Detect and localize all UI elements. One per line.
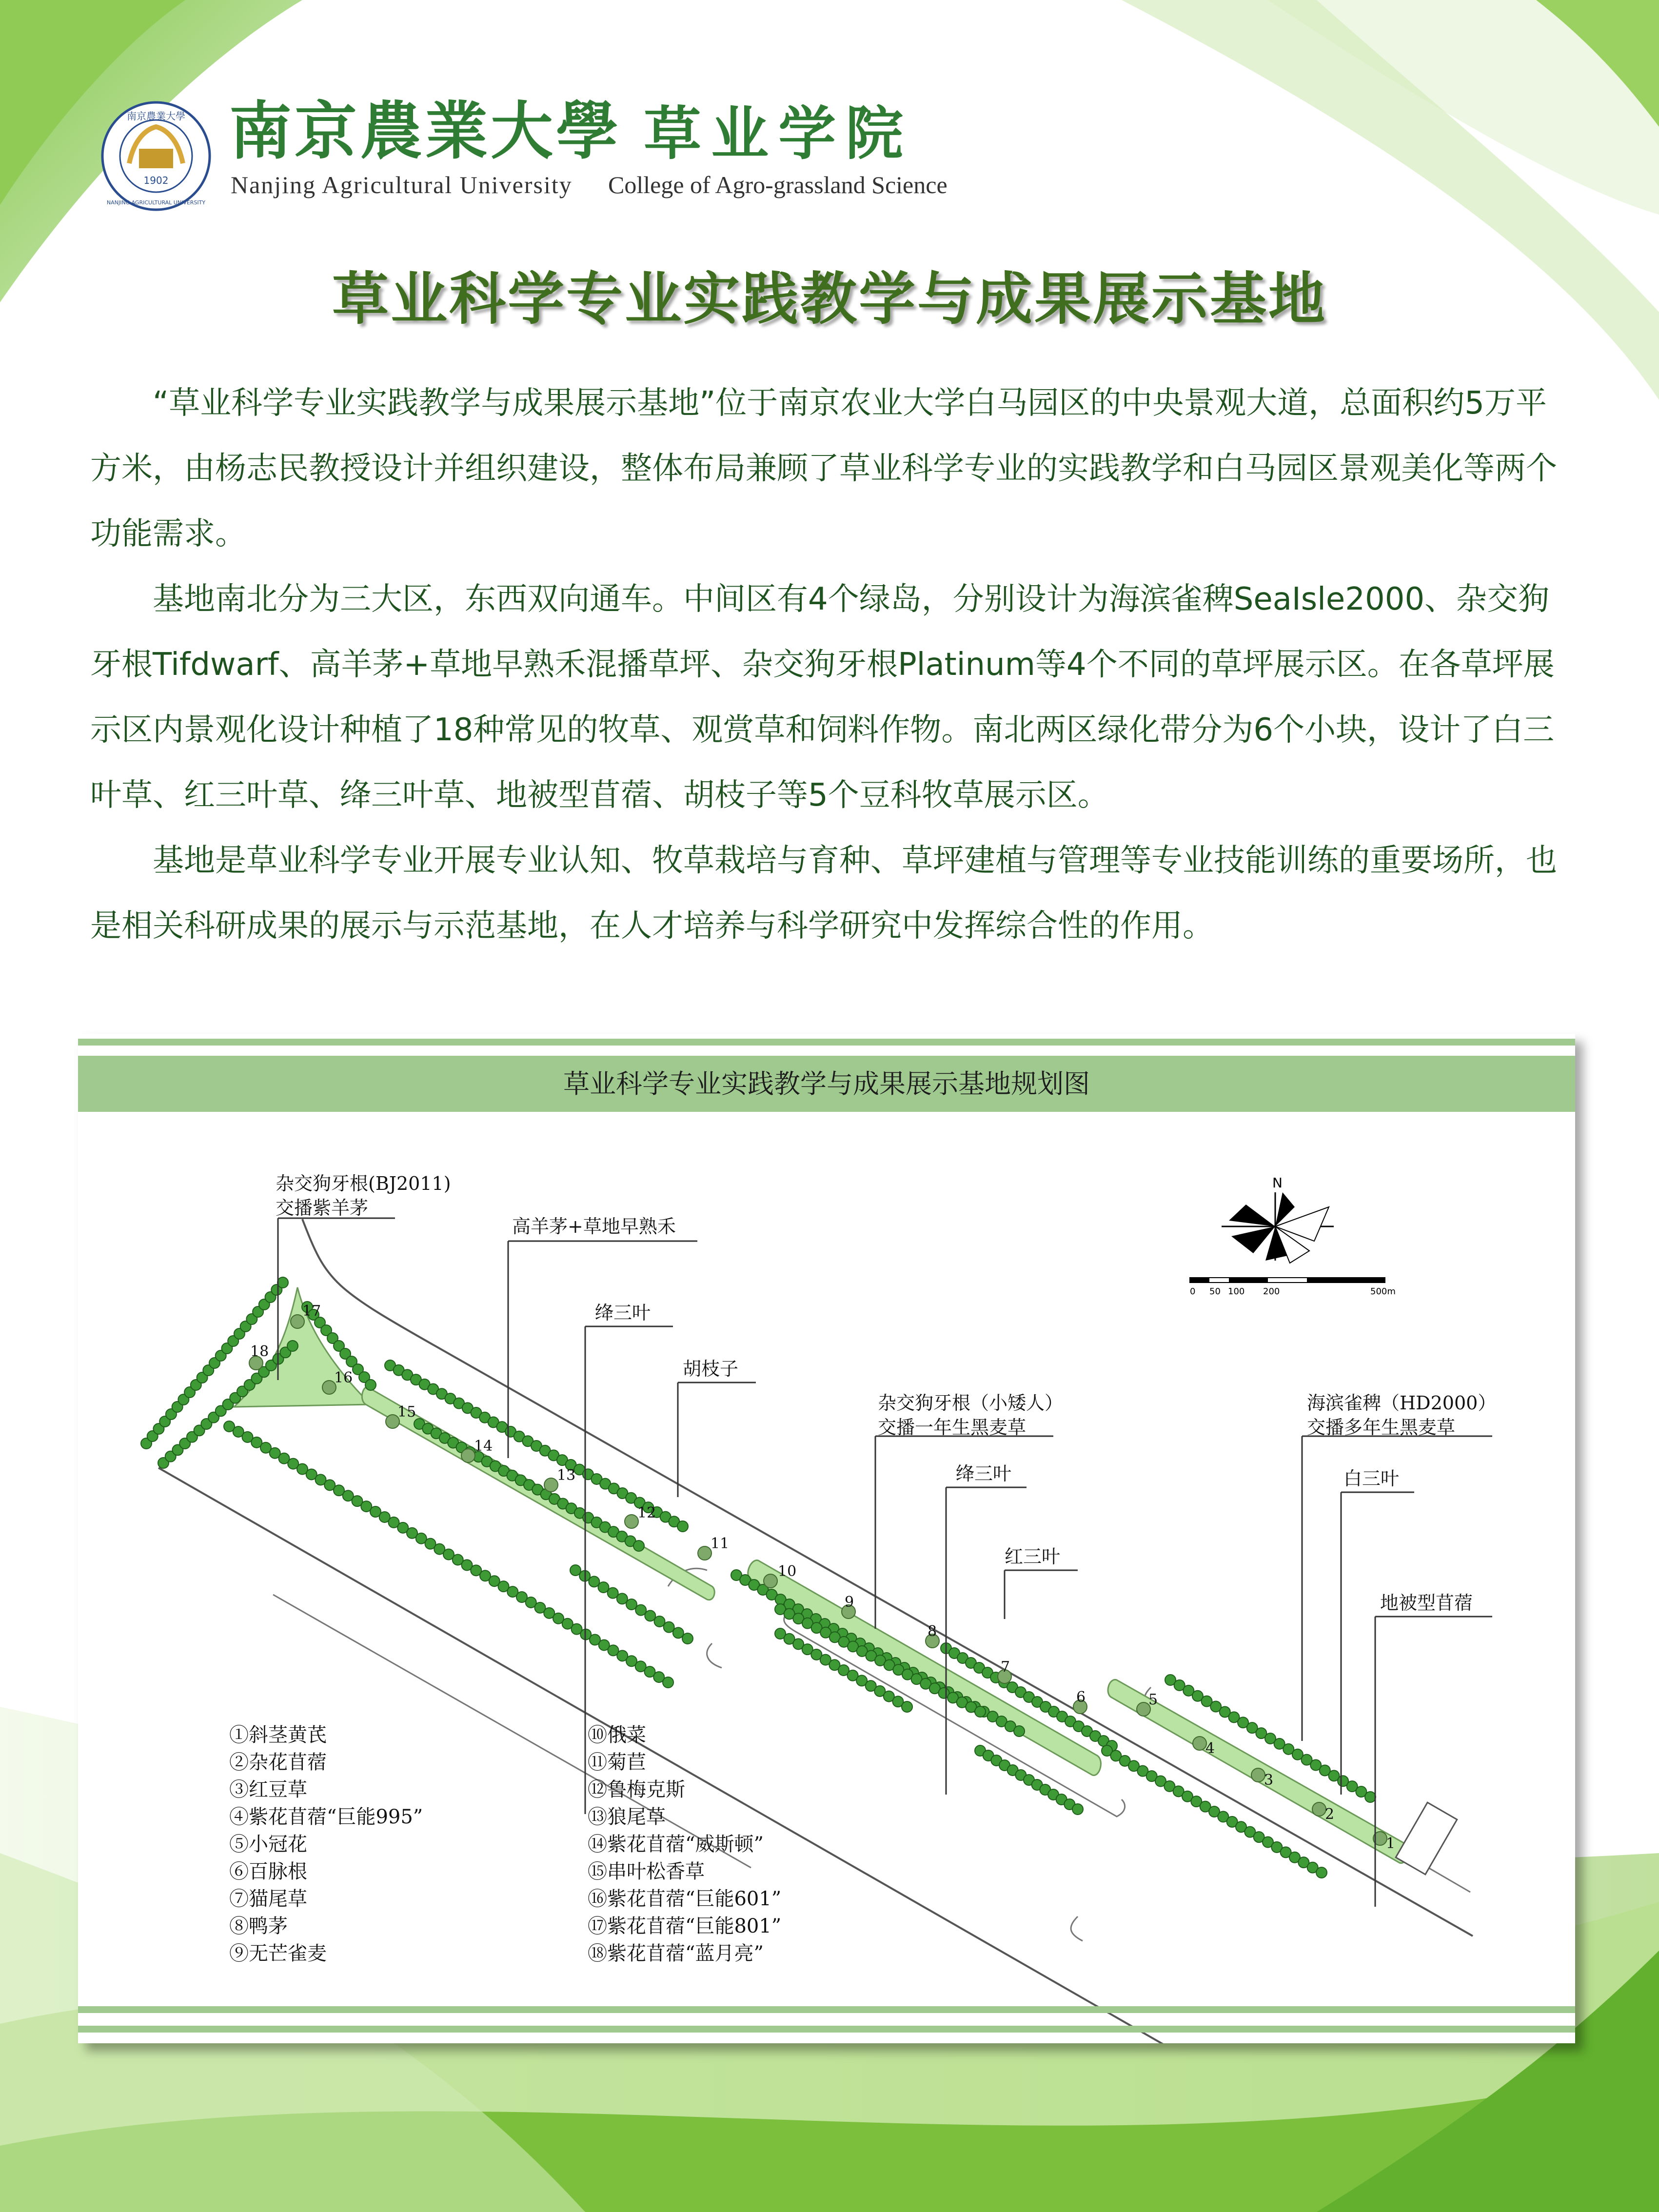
legend-item: ⑯紫花苜蓿“巨能601” (588, 1888, 782, 1910)
plant-legend-left (229, 1721, 423, 1967)
shrub (635, 1605, 646, 1616)
shrub (598, 1582, 609, 1593)
svg-text:200: 200 (1263, 1286, 1280, 1297)
legend-item: ⑫鲁梅克斯 (588, 1778, 685, 1801)
svg-text:50: 50 (1209, 1286, 1221, 1297)
shrub (626, 1599, 637, 1610)
shrub (645, 1610, 655, 1621)
card-stripe (78, 2026, 1575, 2033)
plot-marker-dot (1251, 1768, 1265, 1782)
annotation-label: 交播紫羊茅 (276, 1197, 369, 1219)
intro-paragraph-2: 基地南北分为三大区，东西双向通车。中间区有4个绿岛，分别设计为海滨雀稗SeaIsle2000、杂交狗牙根Tifdwarf、高羊茅+草地早熟禾混播草坪、杂交狗牙根Platinum等4个不同的草坪展示区。在各草坪展示区内景观化设计种植了18种常见的牧草、观赏草和饲料作物。南北两区绿化带分为6个小块，设计了白三叶草、红三叶草、绛三叶草、地被型苜蓿、胡枝子等5个豆科牧草展示区。 (90, 581, 1555, 813)
annotation-label: 绛三叶 (956, 1463, 1012, 1484)
annotation-leader-line (1005, 1570, 1078, 1619)
plot-marker-dot (544, 1478, 558, 1492)
annotation-label: 绛三叶 (595, 1302, 651, 1323)
plot-number-label: 6 (1076, 1689, 1086, 1706)
annotation-leader-line (508, 1241, 697, 1458)
legend-item: ⑪菊苣 (588, 1751, 646, 1774)
plot-number-label: 18 (250, 1343, 269, 1360)
shrub (975, 1706, 986, 1717)
shrub (664, 1622, 674, 1633)
shrub (654, 1616, 665, 1627)
plot-marker-dot (764, 1574, 777, 1588)
shrub (633, 1540, 644, 1551)
shrub (682, 1633, 693, 1644)
svg-text:500m: 500m (1370, 1286, 1396, 1297)
plot-number-label: 14 (474, 1438, 493, 1455)
legend-item: ⑬狼尾草 (588, 1806, 666, 1828)
annotation-label: 地被型苜蓿 (1380, 1592, 1473, 1614)
svg-text:南京農業大學: 南京農業大學 (127, 110, 185, 122)
scale-bar (1190, 1278, 1396, 1297)
plot-marker-dot (461, 1449, 475, 1462)
plot-number-label: 5 (1148, 1691, 1158, 1708)
svg-text:1902: 1902 (143, 175, 169, 186)
annotation-leader-line (678, 1382, 756, 1497)
shrub (287, 1341, 298, 1351)
annotation-label: 白三叶 (1343, 1468, 1400, 1489)
plot-number-label: 2 (1325, 1806, 1335, 1823)
legend-item: ⑰紫花苜蓿“巨能801” (588, 1915, 782, 1937)
legend-item: ⑧鸭茅 (229, 1915, 288, 1937)
plan-title: 草业科学专业实践教学与成果展示基地规划图 (563, 1068, 1090, 1099)
shrub (1316, 1867, 1327, 1878)
annotation-label: 交播一年生黑麦草 (878, 1417, 1027, 1438)
university-seal-logo (100, 100, 212, 212)
annotation-leader-line (1375, 1617, 1492, 1907)
plot-number-label: 11 (711, 1535, 730, 1552)
plot-number-label: 9 (845, 1594, 854, 1611)
shrub (277, 1277, 288, 1288)
shrub (677, 1521, 688, 1532)
plot-marker-dot (625, 1515, 638, 1528)
card-stripe (78, 2006, 1575, 2013)
svg-text:NANJING AGRICULTURAL UNIVERSIT: NANJING AGRICULTURAL UNIVERSITY (106, 199, 206, 206)
legend-item: ⑭紫花苜蓿“威斯顿” (588, 1833, 764, 1856)
shrub (570, 1565, 581, 1576)
plot-number-label: 15 (397, 1403, 416, 1421)
svg-text:100: 100 (1228, 1286, 1245, 1297)
college-name-en: College of Agro-grassland Science (608, 171, 948, 198)
shrub (1365, 1792, 1376, 1802)
annotation-leader-line (946, 1487, 1027, 1795)
plot-number-label: 7 (1001, 1659, 1010, 1676)
svg-text:0: 0 (1190, 1286, 1196, 1297)
plot-number-label: 3 (1264, 1772, 1274, 1789)
page-title: 草业科学专业实践教学与成果展示基地 (332, 266, 1327, 332)
plot-number-label: 1 (1386, 1835, 1396, 1852)
shrub (617, 1593, 628, 1604)
plot-marker-dot (1193, 1737, 1206, 1750)
intro-paragraph-1: “草业科学专业实践教学与成果展示基地”位于南京农业大学白马园区的中央景观大道，总面积约5万平方米，由杨志民教授设计并组织建设，整体布局兼顾了草业科学专业的实践教学和白马园区景观美化等两个功能需求。 (90, 385, 1557, 552)
legend-item: ⑥百脉根 (229, 1860, 307, 1883)
annotation-label: 交播多年生黑麦草 (1307, 1417, 1456, 1438)
compass-rose (1222, 1175, 1334, 1263)
legend-item: ②杂花苜蓿 (229, 1751, 327, 1774)
legend-item: ⑨无芒雀麦 (229, 1942, 327, 1965)
intro-paragraph-3: 基地是草业科学专业开展专业认知、牧草栽培与育种、草坪建植与管理等专业技能训练的重要场所，也是相关科研成果的展示与示范基地，在人才培养与科学研究中发挥综合性的作用。 (90, 843, 1557, 944)
legend-item: ③红豆草 (229, 1778, 307, 1801)
plot-number-label: 12 (637, 1504, 656, 1521)
annotation-label: 海滨雀稗（HD2000） (1307, 1392, 1497, 1414)
north-road-edge (302, 1219, 1473, 1936)
intro-text (90, 371, 1578, 959)
annotation-label: 杂交狗牙根（小矮人） (878, 1392, 1064, 1414)
shrub (902, 1701, 912, 1712)
plan-card (78, 1034, 1575, 2043)
annotation-label: 杂交狗牙根(BJ2011) (276, 1173, 451, 1194)
shrub (589, 1576, 599, 1587)
end-gate-structure (1396, 1802, 1457, 1875)
plot-number-label: 8 (928, 1623, 937, 1640)
shrub (673, 1627, 684, 1638)
plot-number-label: 16 (334, 1369, 353, 1386)
annotation-label: 高羊茅+草地早熟禾 (512, 1216, 676, 1237)
shrub (1072, 1804, 1083, 1815)
shrub (365, 1380, 376, 1390)
annotation-leader-line (1341, 1492, 1414, 1795)
legend-item: ④紫花苜蓿“巨能995” (229, 1806, 423, 1828)
legend-item: ①斜茎黄芪 (229, 1724, 327, 1746)
plot-number-label: 4 (1205, 1740, 1215, 1757)
plot-marker-dot (1312, 1802, 1326, 1816)
plot-number-label: 13 (557, 1467, 576, 1484)
legend-item: ⑦猫尾草 (229, 1888, 307, 1910)
annotation-label: 红三叶 (1005, 1546, 1061, 1567)
plot-number-label: 10 (778, 1563, 797, 1580)
university-name-cn: 南京農業大學 (229, 95, 622, 168)
shrub (663, 1677, 673, 1688)
island-lawn-2 (748, 1560, 1101, 1776)
legend-item: ⑤小冠花 (229, 1833, 307, 1856)
university-name-en: Nanjing Agricultural University (231, 171, 573, 198)
annotation-label: 胡枝子 (683, 1358, 739, 1380)
north-label: N (1272, 1175, 1283, 1191)
legend-item: ⑱紫花苜蓿“蓝月亮” (588, 1942, 764, 1965)
plot-number-label: 17 (302, 1303, 321, 1320)
shrub (1014, 1726, 1025, 1737)
shrub (608, 1588, 618, 1599)
legend-item: ⑮串叶松香草 (588, 1860, 705, 1883)
plot-marker-dot (698, 1546, 711, 1560)
college-name-cn: 草业学院 (644, 100, 913, 167)
plant-legend-right (588, 1721, 781, 1967)
legend-item: ⑩俄菜 (588, 1724, 646, 1746)
